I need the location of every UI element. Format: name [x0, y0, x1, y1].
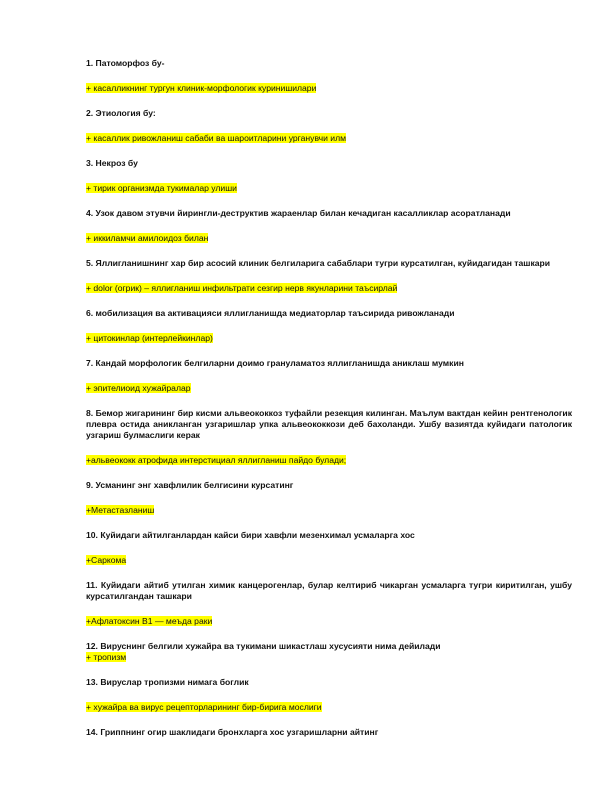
answer-9 [86, 505, 572, 516]
question-5: 5. Яллигланишнинг хар бир асосий клиник белгиларига сабаблари тугри курсатилган, куйидагидан ташкари [86, 258, 551, 268]
answer-6 [86, 333, 572, 344]
answer-8 [86, 455, 572, 466]
question-10: 10. Куйидаги айтилганлардан кайси бири хавфли мезенхимал усмаларга хос [86, 530, 415, 540]
answer-highlight: + эпителиоид хужайралар [86, 383, 191, 393]
question-13: 13. Вируслар тропизми нимага боглик [86, 677, 249, 687]
answer-5 [86, 283, 572, 294]
question-8: 8. Бемор жигарининг бир кисми альвеококкоз туфайли резекция килинган. Маълум вактдан кейин рентгенологик плевра остида аникланган узгаришлар упка альвеококкози деб бахоланди. Ушбу вазиятда куйидаги патологик узгариш булмаслиги керак [86, 408, 572, 440]
answer-13 [86, 702, 572, 713]
answer-11 [86, 616, 572, 627]
answer-highlight: +Афлатоксин В1 — меъда раки [86, 616, 213, 626]
answer-highlight: + dolor (огрик) – яллигланиш инфильтрати сезгир нерв якунларини таъсирлай [86, 283, 398, 293]
answer-12 [86, 652, 572, 663]
answer-highlight: +Метастазланиш [86, 505, 155, 515]
answer-2 [86, 133, 572, 144]
question-12: 12. Вируснинг белгили хужайра ва тукимани шикастлаш хусусияти нима дейилади [86, 641, 441, 651]
answer-highlight: + тирик организмда тукималар улиши [86, 183, 237, 193]
answer-highlight: + тропизм [86, 652, 127, 662]
question-4: 4. Узок давом этувчи йирингли-деструктив жараенлар билан кечадиган касалликлар асоратланади [86, 208, 511, 218]
answer-highlight: + иккиламчи амилоидоз билан [86, 233, 209, 243]
question-7: 7. Кандай морфологик белгиларни доимо грануламатоз яллигланишда аниклаш мумкин [86, 358, 464, 368]
question-1: 1. Патоморфоз бу- [86, 58, 165, 68]
question-14: 14. Гриппнинг огир шаклидаги бронхларга хос узгаришларни айтинг [86, 727, 379, 737]
answer-4 [86, 233, 572, 244]
answer-highlight: + цитокинлар (интерлейкинлар) [86, 333, 213, 343]
answer-1 [86, 83, 572, 94]
answer-highlight: + хужайра ва вирус рецепторларининг бир-бирига мослиги [86, 702, 322, 712]
question-2: 2. Этиология бу: [86, 108, 156, 118]
question-6: 6. мобилизация ва активацияси яллигланишда медиаторлар таъсирида ривожланади [86, 308, 455, 318]
question-11: 11. Куйидаги айтиб утилган химик канцерогенлар, булар келтириб чикарган усмаларга тугри киритилган, ушбу курсатилгандан ташкари [86, 580, 572, 601]
answer-highlight: + касаллик ривожланиш сабаби ва шароитларини урганувчи илм [86, 133, 347, 143]
answer-10 [86, 555, 572, 566]
answer-7 [86, 383, 572, 394]
answer-3 [86, 183, 572, 194]
answer-highlight: +альвеококк атрофида интерстициал яллигланиш пайдо булади; [86, 455, 347, 465]
question-3: 3. Некроз бу [86, 158, 138, 168]
question-9: 9. Усманинг энг хавфлилик белгисини курсатинг [86, 480, 294, 490]
answer-highlight: + касалликнинг тургун клиник-морфологик куринишилари [86, 83, 317, 93]
answer-highlight: +Саркома [86, 555, 127, 565]
